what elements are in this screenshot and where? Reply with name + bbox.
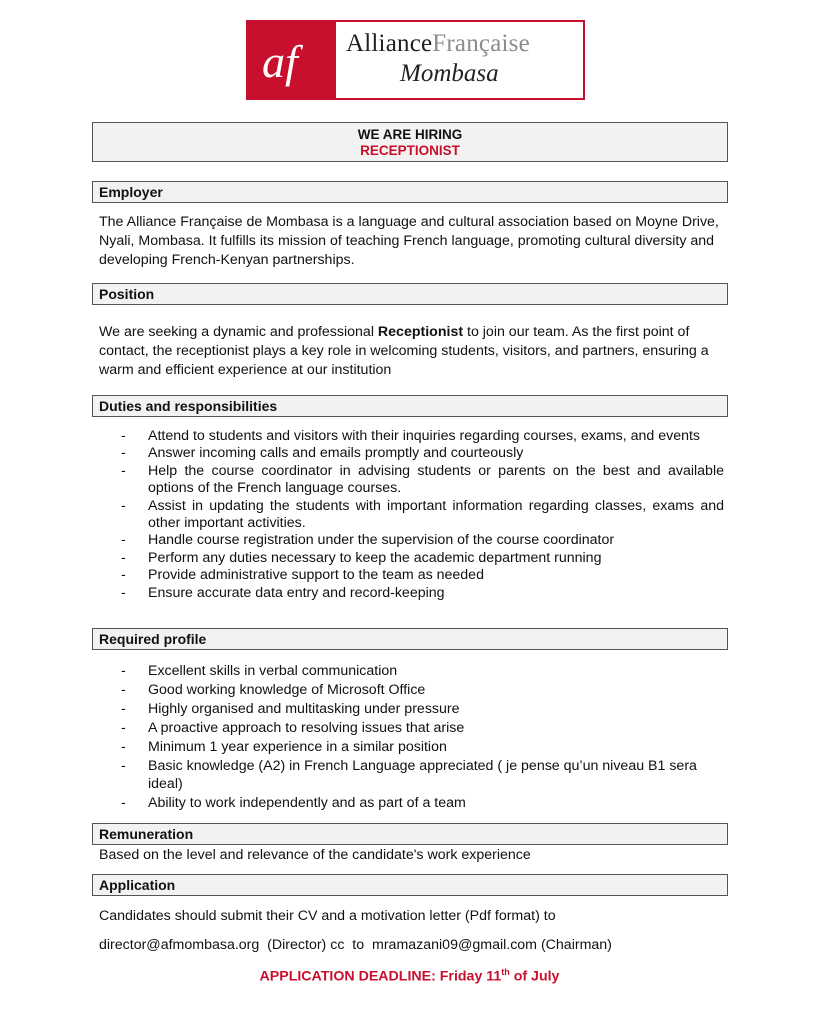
deadline-ordinal: th bbox=[501, 967, 510, 977]
list-item bbox=[99, 550, 724, 567]
section-heading-application: Application bbox=[92, 874, 728, 896]
list-item bbox=[99, 700, 724, 719]
list-item-text: Provide administrative support to the team as needed bbox=[148, 567, 484, 584]
bullet-dash: - bbox=[121, 700, 126, 717]
list-item-text: A proactive approach to resolving issues that arise bbox=[148, 719, 465, 736]
list-item bbox=[99, 662, 724, 681]
bullet-dash: - bbox=[121, 428, 126, 444]
position-text-start: We are seeking a dynamic and professional bbox=[99, 324, 378, 340]
list-item bbox=[99, 532, 724, 549]
remuneration-text: Based on the level and relevance of the candidate's work experience bbox=[99, 847, 531, 863]
bullet-dash: - bbox=[121, 795, 126, 812]
bullet-dash: - bbox=[121, 738, 126, 755]
deadline-month: of July bbox=[509, 968, 560, 985]
list-item bbox=[99, 757, 724, 795]
bullet-dash: - bbox=[121, 549, 126, 566]
bullet-dash: - bbox=[121, 567, 126, 584]
alliance-francaise-logo bbox=[246, 20, 585, 100]
bullet-dash: - bbox=[121, 584, 126, 601]
list-item bbox=[99, 719, 724, 738]
duties-list bbox=[99, 428, 724, 602]
list-item bbox=[99, 738, 724, 757]
list-item bbox=[99, 794, 724, 813]
position-text-end: to join our team. As the first point of contact, the receptionist plays a key role in welcoming students, visitors, and partners, ensuring a warm and efficient experience at our institution bbox=[99, 324, 709, 378]
af-logo-mark bbox=[248, 22, 336, 98]
list-item-text: Highly organised and multitasking under pressure bbox=[148, 700, 460, 717]
list-item-text: Assist in updating the students with important information regarding classes, exams and other important activities. bbox=[148, 497, 724, 532]
bullet-dash: - bbox=[121, 462, 126, 479]
list-item bbox=[99, 463, 724, 498]
list-item bbox=[99, 681, 724, 700]
application-text: Candidates should submit their CV and a motivation letter (Pdf format) to bbox=[99, 908, 556, 924]
list-item-text: Good working knowledge of Microsoft Office bbox=[148, 681, 426, 698]
section-heading-remuneration: Remuneration bbox=[92, 823, 728, 845]
application-contacts: director@afmombasa.org (Director) cc to mramazani09@gmail.com (Chairman) bbox=[99, 937, 612, 953]
bullet-dash: - bbox=[121, 663, 126, 679]
list-item bbox=[99, 585, 724, 602]
bullet-dash: - bbox=[121, 532, 126, 549]
list-item-text: Minimum 1 year experience in a similar position bbox=[148, 738, 447, 755]
position-text bbox=[99, 323, 724, 380]
list-item bbox=[99, 498, 724, 533]
list-item-text: Answer incoming calls and emails promptly and courteously bbox=[148, 445, 524, 462]
bullet-dash: - bbox=[121, 757, 126, 774]
logo-name-francaise: Française bbox=[432, 30, 530, 57]
bullet-dash: - bbox=[121, 681, 126, 698]
list-item bbox=[99, 567, 724, 584]
bullet-dash: - bbox=[121, 497, 126, 514]
af-monogram-text: af bbox=[262, 36, 298, 87]
position-text-bold: Receptionist bbox=[377, 324, 464, 340]
hiring-line: WE ARE HIRING bbox=[357, 127, 463, 142]
employer-text: The Alliance Française de Mombasa is a language and cultural association based on Moyne Drive, Nyali, Mombasa. It fulfills its mission of teaching French language, promoting cultural diversity and developing French-Kenyan partnerships. bbox=[99, 214, 719, 268]
application-deadline bbox=[0, 967, 819, 985]
list-item-text: Handle course registration under the supervision of the course coordinator bbox=[148, 532, 615, 549]
bullet-dash: - bbox=[121, 719, 126, 736]
section-heading-duties: Duties and responsibilities bbox=[92, 395, 728, 417]
list-item-text: Basic knowledge (A2) in French Language appreciated ( je pense qu’un niveau B1 sera ideal) bbox=[148, 757, 697, 793]
bullet-dash: - bbox=[121, 445, 126, 462]
section-heading-position: Position bbox=[92, 283, 728, 305]
logo-name bbox=[346, 30, 530, 58]
list-item bbox=[99, 428, 724, 445]
list-item-text: Help the course coordinator in advising students or parents on the best and available options of the French language courses. bbox=[148, 462, 724, 497]
list-item-text: Attend to students and visitors with their inquiries regarding courses, exams, and events bbox=[148, 428, 701, 444]
job-title: RECEPTIONIST bbox=[360, 143, 460, 158]
hiring-title-box bbox=[92, 122, 728, 162]
af-monogram-icon bbox=[248, 22, 336, 98]
section-heading-employer: Employer bbox=[92, 181, 728, 203]
section-heading-profile: Required profile bbox=[92, 628, 728, 650]
deadline-text: APPLICATION DEADLINE: Friday 11 bbox=[259, 968, 502, 985]
profile-list bbox=[99, 662, 724, 813]
list-item-text: Ensure accurate data entry and record-keeping bbox=[148, 584, 445, 601]
list-item-text: Excellent skills in verbal communication bbox=[148, 663, 398, 679]
logo-city: Mombasa bbox=[400, 60, 499, 87]
list-item bbox=[99, 445, 724, 462]
logo-name-alliance: Alliance bbox=[346, 30, 433, 57]
list-item-text: Perform any duties necessary to keep the academic department running bbox=[148, 549, 602, 566]
list-item-text: Ability to work independently and as part of a team bbox=[148, 795, 466, 812]
